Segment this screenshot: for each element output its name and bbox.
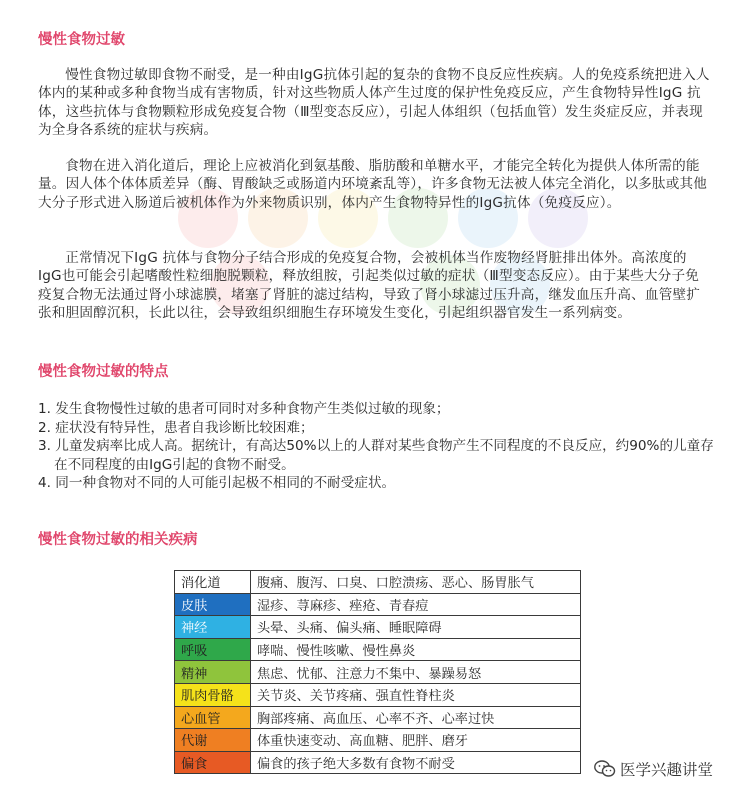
features-list — [38, 400, 718, 493]
disease-symptoms-cell: 哮喘、慢性咳嗽、慢性鼻炎 — [251, 638, 581, 661]
list-item: 4. 同一种食物对不同的人可能引起极不相同的不耐受症状。 — [38, 475, 396, 492]
disease-category-cell: 呼吸 — [175, 638, 251, 661]
table-row — [175, 638, 581, 661]
disease-symptoms-cell: 关节炎、关节疼痛、强直性脊柱炎 — [251, 683, 581, 706]
disease-symptoms-cell: 头晕、头痛、偏头痛、睡眠障碍 — [251, 616, 581, 639]
table-row — [175, 683, 581, 706]
disease-symptoms-cell: 偏食的孩子绝大多数有食物不耐受 — [251, 751, 581, 774]
disease-category-cell: 神经 — [175, 616, 251, 639]
disease-symptoms-cell: 腹痛、腹泻、口臭、口腔溃疡、恶心、肠胃胀气 — [251, 571, 581, 594]
table-row — [175, 661, 581, 684]
paragraph-digestion: 食物在进入消化道后，理论上应被消化到氨基酸、脂肪酸和单糖水平，才能完全转化为提供人体所需的能量。因人体个体体质差异（酶、胃酸缺乏或肠道内环境紊乱等），许多食物无法被人体完全消化，以多肽或其他大分子形式进入肠道后被机体作为外来物质识别，体内产生食物特异性的IgG抗体（免疫反应）。 — [38, 158, 708, 211]
list-item: 3. 儿童发病率比成人高。据统计，有高达50%以上的人群对某些食物产生不同程度的不良反应，约90%的儿童存在不同程度的由IgG引起的食物不耐受。 — [38, 438, 714, 473]
paragraph-mechanism: 正常情况下IgG 抗体与食物分子结合形成的免疫复合物，会被机体当作废物经肾脏排出体外。高浓度的IgG也可能会引起嗜酸性粒细胞脱颗粒，释放组胺，引起类似过敏的症状（Ⅲ型变态反应）。由于某些大分子免疫复合物无法通过肾小球滤膜，堵塞了肾脏的滤过结构，导致了肾小球滤过压升高，继发血压升高、血管壁扩张和胆固醇沉积，长此以往，会导致组织细胞生存环境发生变化，引起组织器官发生一系列病变。 — [38, 250, 701, 322]
table-row — [175, 751, 581, 774]
table-row — [175, 571, 581, 594]
disease-category-cell: 肌肉骨骼 — [175, 683, 251, 706]
disease-symptoms-cell: 焦虑、忧郁、注意力不集中、暴躁易怒 — [251, 661, 581, 684]
disease-category-cell: 心血管 — [175, 706, 251, 729]
disease-category-cell: 代谢 — [175, 729, 251, 752]
disease-category-cell: 精神 — [175, 661, 251, 684]
disease-symptoms-cell: 体重快速变动、高血糖、肥胖、磨牙 — [251, 729, 581, 752]
disease-category-cell: 皮肤 — [175, 593, 251, 616]
brand-badge — [594, 758, 713, 780]
diseases-table — [174, 570, 581, 774]
wechat-icon — [594, 760, 616, 778]
table-row — [175, 706, 581, 729]
list-item: 1. 发生食物慢性过敏的患者可同时对多种食物产生类似过敏的现象； — [38, 401, 450, 417]
section-title-definition: 慢性食物过敏 — [38, 32, 125, 48]
brand-name: 医学兴趣讲堂 — [620, 761, 714, 779]
table-row — [175, 729, 581, 752]
list-item: 2. 症状没有特异性，患者自我诊断比较困难； — [38, 419, 314, 436]
disease-symptoms-cell: 湿疹、荨麻疹、痤疮、青春痘 — [251, 593, 581, 616]
disease-category-cell: 消化道 — [175, 571, 251, 594]
disease-symptoms-cell: 胸部疼痛、高血压、心率不齐、心率过快 — [251, 706, 581, 729]
section-title-diseases: 慢性食物过敏的相关疾病 — [38, 532, 198, 548]
paragraph-definition: 慢性食物过敏即食物不耐受，是一种由IgG抗体引起的复杂的食物不良反应性疾病。人的免疫系统把进入人体内的某种或多种食物当成有害物质，针对这些物质人体产生过度的保护性免疫反应，产生食物特异性IgG 抗体，这些抗体与食物颗粒形成免疫复合物（Ⅲ型变态反应），引起人体组织（包括血管）发生炎症反应，并表现为全身各系统的症状与疾病。 — [38, 67, 710, 139]
disease-category-cell: 偏食 — [175, 751, 251, 774]
table-row — [175, 593, 581, 616]
table-row — [175, 616, 581, 639]
section-title-features: 慢性食物过敏的特点 — [38, 364, 169, 380]
